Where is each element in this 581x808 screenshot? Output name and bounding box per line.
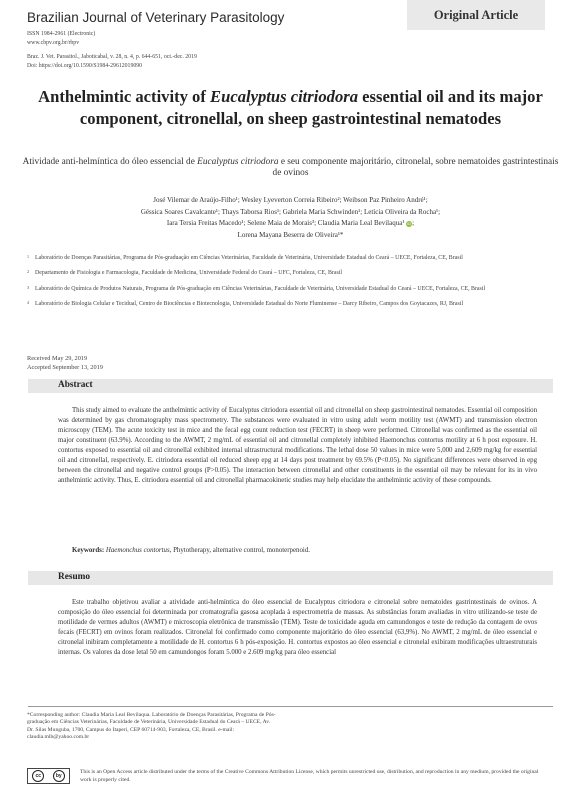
affiliation: 2 Departamento de Fisiologia e Farmacologia, Faculdade de Medicina, Universidade Federal do Ceará – UFC, Fortaleza, CE, Brasil — [27, 269, 343, 277]
author-line: Iara Tersia Freitas Macedo¹; Selene Maia de Morais³; Claudia Maria Leal Bevilaqua¹ iD; — [166, 219, 415, 228]
keywords: Keywords: Haemonchus contortus, Phytotherapy, alternative control, monoterpenoid. — [72, 547, 311, 554]
cc-by-license-badge[interactable] — [27, 768, 70, 784]
issn: ISSN 1984-2961 (Electronic) — [27, 31, 96, 37]
article-subtitle: Atividade anti-helmíntica do óleo essencial de Eucalyptus citriodora e seu componente majoritário, citronelal, sobre nematoides gastrintestinais de ovinos — [22, 157, 559, 178]
resumo-heading: Resumo — [58, 572, 91, 582]
abstract-text: This study aimed to evaluate the anthelmintic activity of Eucalyptus citriodora essential oil and citronellal on sheep gastrointestinal nematodes. Essential oil composition was determined by gas chromatography mass spectrometry. The substances were evaluated in vitro using adult worm motility test (AWMT) and transmission electron microscopy (TEM). The acute toxicity test in mice and the fecal egg count reduction test (FECRT) in sheep were performed. Citronellal was confirmed as the essential oil major constituent (63.9%). According to the AWMT, 2 mg/mL of essential oil and citronellal completely inhibited Haemonchus contortus motility at 6 h post exposure. H. contortus exposed to essential oil and citronellal exhibited internal ultrastructural modifications. The lethal dose 50 values in mice were 5,000 and 2,609 mg/kg for essential oil and citronellal, respectively. E. citriodora essential oil reduced sheep epg at 14 days post treatment by 69.5% (P<0.05). No significant differences were observed in epg between the citronellal and negative control groups (P>0.05). The interaction between citronellal and other constituents in the essential oil may be relevant for its in vivo anthelmintic activity. Thus, E. citriodora essential oil and citronellal pharmacokinetic studies may help elucidate the anthelmintic activity of these compounds. — [58, 407, 537, 484]
corresponding-author: *Corresponding author: Claudia Maria Leal Bevilaqua. Laboratório de Doenças Parasitárias, Programa de Pós-graduação em Ciências Veterinárias, Faculdade de Veterinária, Universidade Estadual do Ceará – UECE, Av. Dr. Silas Munguba, 1700, Campus do Itaperi, CEP 60714-903, Fortaleza, CE, Brasil. e-mail: claudia.mlb@yahoo.com.br — [27, 712, 276, 741]
article-title: Anthelmintic activity of Eucalyptus citriodora essential oil and its major component, citronellal, on sheep gastrointestinal nematodes — [38, 87, 543, 128]
abstract-heading-bar — [28, 379, 553, 393]
article-dates — [27, 355, 103, 373]
author-line: Lorena Mayana Beserra de Oliveira¹* — [237, 230, 344, 239]
affiliation: 3 Laboratório de Química de Produtos Naturais, Programa de Pós-graduação em Ciências Veterinárias, Faculdade de Veterinária, Universidade Estadual do Ceará – UECE, Fortaleza, CE, Brasil — [27, 284, 486, 292]
doi-link[interactable]: Doi: https://doi.org/10.1590/S1984-29612019090 — [27, 63, 143, 69]
received-date: Received May 29, 2019 — [27, 355, 88, 362]
affiliation: 4 Laboratório de Biologia Celular e Tecidual, Centro de Biociências e Biotecnologia, Universidade Estadual do Norte Fluminense – Darcy Ribeiro, Campos dos Goytacazes, RJ, Brasil — [27, 300, 464, 308]
affiliations — [27, 254, 552, 316]
author-line: Géssica Soares Cavalcante¹; Thays Taborsa Rios¹; Gabriela Maria Schwinden¹; Letícia Oliveira da Rocha¹; — [140, 207, 441, 216]
attribution-icon: by — [53, 770, 65, 782]
author-list — [32, 195, 549, 241]
citation-line: Braz. J. Vet. Parasitol., Jaboticabal, v. 28, n. 4, p. 644-651, oct.-dec. 2019 — [27, 54, 197, 60]
article-type-badge: Original Article — [407, 0, 545, 30]
orcid-icon[interactable]: iD — [407, 220, 412, 226]
abstract-heading: Abstract — [58, 380, 93, 390]
affiliation: 1 Laboratório de Doenças Parasitárias, Programa de Pós-graduação em Ciências Veterinárias, Faculdade de Veterinária, Universidade Estadual do Ceará – UECE, Fortaleza, CE, Brasil — [27, 254, 463, 261]
license-text: This is an Open Access article distributed under the terms of the Creative Commons Attribution License, which permits unrestricted use, distribution, and reproduction in any medium, provided the original work is properly cited. — [80, 769, 539, 783]
accepted-date: Accepted September 13, 2019 — [27, 363, 103, 371]
journal-website-link[interactable]: www.cbpv.org.br/rbpv — [27, 40, 80, 46]
footnote-divider — [28, 706, 553, 707]
creative-commons-icon: cc — [32, 770, 44, 782]
resumo-heading-bar — [28, 571, 553, 585]
resumo-text: Este trabalho objetivou avaliar a atividade anti-helmíntica do óleo essencial de Eucalyptus citriodora e citronelal sobre nematoides gastrintestinais de ovinos. A composição do óleo essencial foi determinada por cromatografia gasosa acoplada à espectrometria de massas. As substâncias foram avaliadas in vitro utilizando-se teste de motilidade de vermes adultos (AWMT) e microscopia eletrônica de transmissão (TEM). Teste de toxicidade aguda em camundongos e teste de redução da contagem de ovos fecais (FECRT) em ovinos foram realizados. Citronelal foi confirmado como componente majoritário do óleo essencial (63,9%). No AWMT, 2 mg/mL de óleo essencial e citronelal inibiram completamente a motilidade de H. contortus 6 h pós-exposição. H. contortus expostos ao óleo essencial e citronelal exibiram modificações ultraestruturais internas. Os valores da dose letal 50 em camundongos foram 5.000 e 2.609 mg/kg para óleo essencial — [58, 599, 537, 656]
journal-name: Brazilian Journal of Veterinary Parasitology — [27, 10, 285, 25]
author-line: José Vilemar de Araújo-Filho¹; Wesley Lyeverton Correia Ribeiro²; Weibson Paz Pinheiro André¹; — [153, 196, 428, 204]
